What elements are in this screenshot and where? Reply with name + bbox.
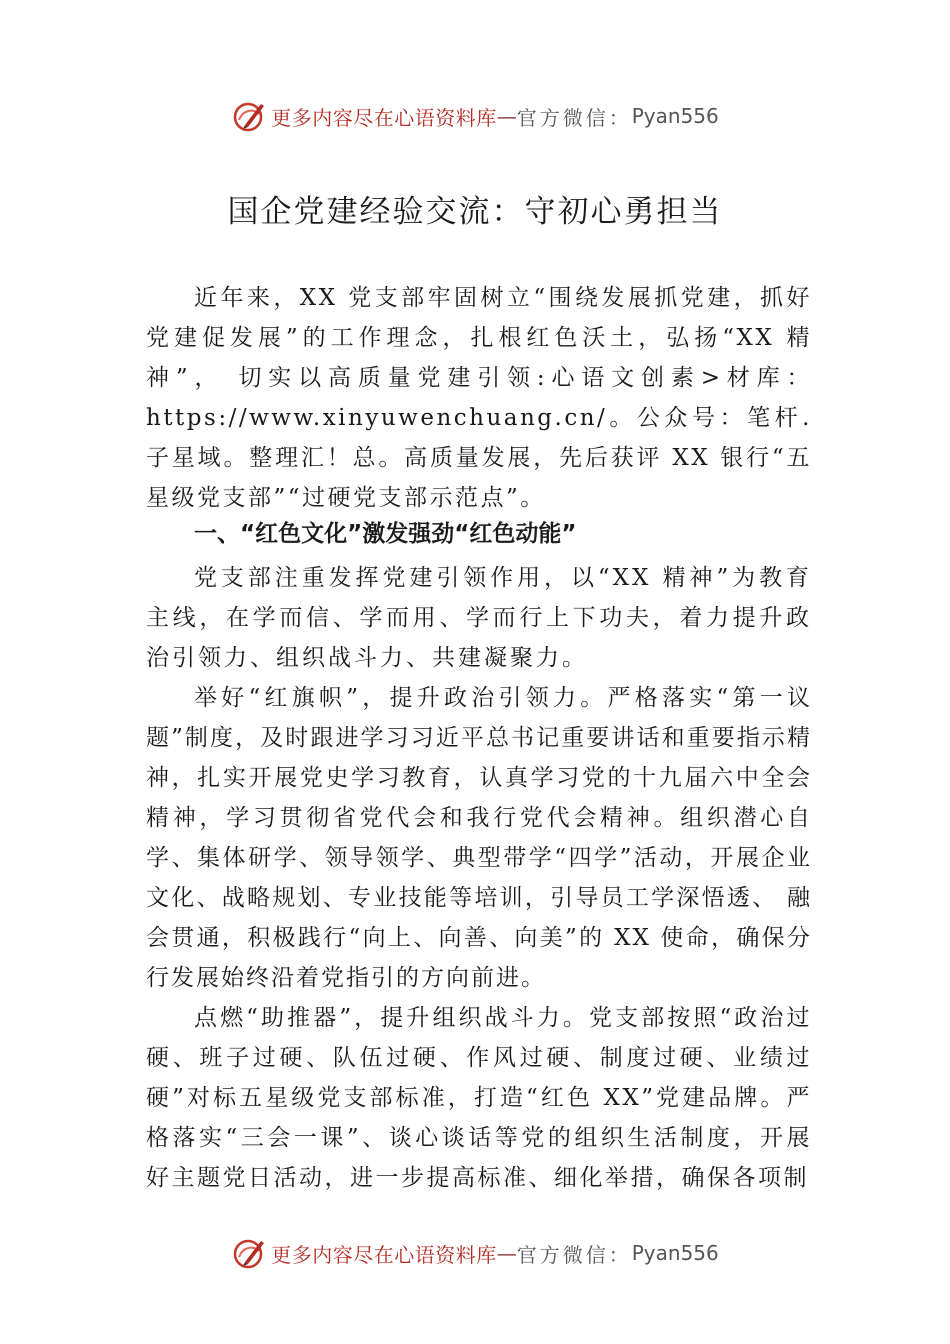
- header-banner: [0, 94, 950, 138]
- section1-paragraph: 党支部注重发挥党建引领作用，以“XX 精神”为教育主线，在学而信、学而用、学而行上下功夫，着力提升政治引领力、组织战斗力、共建凝聚力。: [146, 565, 812, 671]
- wechat-label: 官方微信：: [516, 105, 632, 130]
- footer-banner: [0, 1231, 950, 1275]
- banner-text: 更多内容尽在心语资料库: [271, 1242, 497, 1267]
- section-heading-1: 一、“红色文化”激发强劲“红色动能”: [194, 521, 577, 547]
- red-flag-paragraph: 举好“红旗帜”，提升政治引领力。严格落实“第一议题”制度，及时跟进学习习近平总书记重要讲话和重要指示精神，扎实开展党史学习教育，认真学习党的十九届六中全会精神，学习贯彻省党代会和我行党代会精神。组织潜心自学、集体研学、领导领学、典型带学“四学”活动，开展企业文化、战略规划、专业技能等培训，引导员工学深悟透、 融会贯通，积极践行“向上、向善、向美”的 XX 使命，确保分行发展始终沿着党指引的方向前进。: [146, 685, 812, 991]
- pen-logo-icon: [231, 1235, 267, 1271]
- banner-text: 更多内容尽在心语资料库: [271, 105, 497, 130]
- banner-separator: —: [496, 104, 517, 128]
- intro-paragraph: 近年来，XX 党支部牢固树立“围绕发展抓党建，抓好党建促发展”的工作理念，扎根红色沃土，弘扬“XX 精神”， 切实以高质量党建引领:心语文创素>材库：https://www.xinyuwenchuang.cn/。公众号：笔杆.子星域。整理汇！总。高质量发展，先后获评 XX 银行“五星级党支部”“过硬党支部示范点”。: [146, 285, 812, 511]
- wechat-id: Pyan556: [631, 1241, 719, 1265]
- wechat-id: Pyan556: [631, 104, 719, 128]
- banner-separator: —: [496, 1241, 517, 1265]
- wechat-label: 官方微信：: [516, 1242, 632, 1267]
- document-title: 国企党建经验交流：守初心勇担当: [227, 194, 723, 230]
- booster-paragraph: 点燃“助推器”，提升组织战斗力。党支部按照“政治过硬、班子过硬、队伍过硬、作风过硬、制度过硬、业绩过硬”对标五星级党支部标准，打造“红色 XX”党建品牌。严格落实“三会一课”、谈心谈话等党的组织生活制度，开展好主题党日活动，进一步提高标准、细化举措，确保各项制: [146, 1005, 812, 1191]
- pen-logo-icon: [231, 98, 267, 134]
